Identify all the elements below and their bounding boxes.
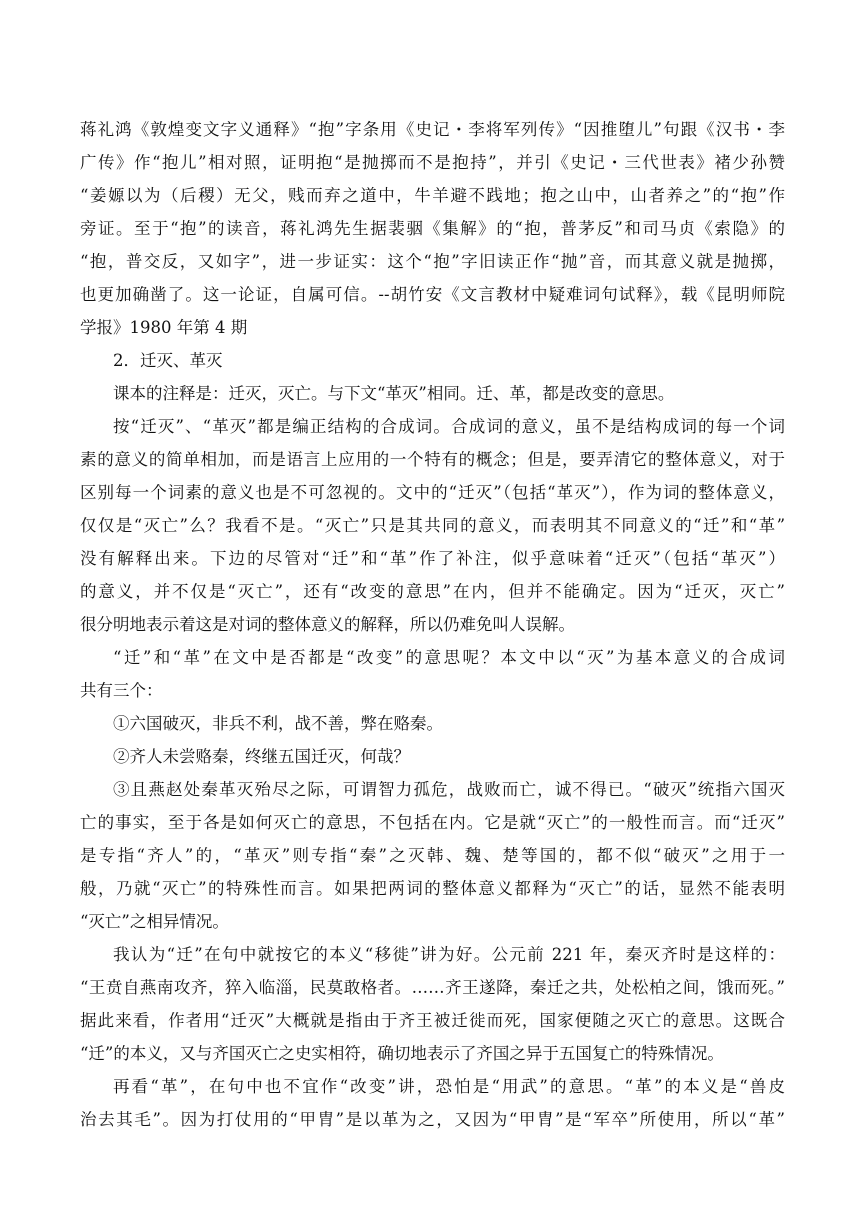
text-line: 治去其毛”。因为打仗用的“甲胄”是以革为之，又因为“甲胄”是“军卒”所使用，所以“革” bbox=[80, 1110, 785, 1129]
text-line: 没有解释出来。下边的尽管对“迁”和“革”作了补注，似乎意味着“迁灭”（包括“革灭”） bbox=[80, 549, 785, 568]
section-heading: 2．迁灭、革灭 bbox=[113, 351, 223, 370]
document-body bbox=[80, 113, 785, 1136]
text-line: 据此来看，作者用“迁灭”大概就是指由于齐王被迁徙而死，国家便随之灭亡的意思。这既合 bbox=[80, 1011, 785, 1030]
text-line: 课本的注释是：迁灭，灭亡。与下文“革灭”相同。迁、革，都是改变的意思。 bbox=[113, 384, 675, 403]
text-line: “王贲自燕南攻齐，猝入临淄，民莫敢格者。……齐王遂降，秦迁之共，处松柏之间，饿而死。” bbox=[80, 978, 785, 997]
text-line: “迁”和“革”在文中是否都是“改变”的意思呢？本文中以“灭”为基本意义的合成词 bbox=[113, 648, 785, 667]
text-line: 共有三个： bbox=[80, 681, 163, 700]
list-item: ①六国破灭，非兵不利，战不善，弊在赂秦。 bbox=[113, 714, 443, 733]
text-line: 我认为“迁”在句中就按它的本义“移徙”讲为好。公元前 221 年，秦灭齐时是这样的： bbox=[113, 945, 785, 964]
text-line: “灭亡”之相异情况。 bbox=[80, 912, 229, 931]
text-line: “姜嫄以为（后稷）无父，贱而弃之道中，牛羊避不践地；抱之山中，山者养之”的“抱”作 bbox=[80, 186, 785, 205]
text-line: 蒋礼鸿《敦煌变文字义通释》“抱”字条用《史记・李将军列传》“因推堕儿”句跟《汉书・李 bbox=[80, 120, 785, 139]
text-line: 亡的事实，至于各是如何灭亡的意思，不包括在内。它是就“灭亡”的一般性而言。而“迁灭” bbox=[80, 813, 785, 832]
text-line: 广传》作“抱儿”相对照，证明抱“是抛掷而不是抱持”，并引《史记・三代世表》褚少孙赞 bbox=[80, 153, 785, 172]
text-line: 学报》1980 年第 4 期 bbox=[80, 318, 248, 337]
text-line: 仅仅是“灭亡”么？我看不是。“灭亡”只是其共同的意义，而表明其不同意义的“迁”和“革” bbox=[80, 516, 785, 535]
text-line: 是专指“齐人”的，“革灭”则专指“秦”之灭韩、魏、楚等国的，都不似“破灭”之用于一 bbox=[80, 846, 785, 865]
text-line: 般，乃就“灭亡”的特殊性而言。如果把两词的整体意义都释为“灭亡”的话，显然不能表明 bbox=[80, 879, 785, 898]
text-line: 的意义，并不仅是“灭亡”，还有“改变的意思”在内，但并不能确定。因为“迁灭，灭亡” bbox=[80, 582, 785, 601]
text-line: 很分明地表示着这是对词的整体意义的解释，所以仍难免叫人误解。 bbox=[80, 615, 575, 634]
text-line: “抱，普交反，又如字”，进一步证实：这个“抱”字旧读正作“抛”音，而其意义就是抛掷， bbox=[80, 252, 785, 271]
text-line: 也更加确凿了。这一论证，自属可信。--胡竹安《文言教材中疑难词句试释》，载《昆明师院 bbox=[80, 285, 785, 304]
list-item: ②齐人未尝赂秦，终继五国迁灭，何哉？ bbox=[113, 747, 410, 766]
text-line: 再看“革”，在句中也不宜作“改变”讲，恐怕是“用武”的意思。“革”的本义是“兽皮 bbox=[113, 1077, 785, 1096]
text-line: “迁”的本义，又与齐国灭亡之史实相符，确切地表示了齐国之异于五国复亡的特殊情况。 bbox=[80, 1044, 724, 1063]
text-line: 旁证。至于“抱”的读音，蒋礼鸿先生据裴骃《集解》的“抱，普茅反”和司马贞《索隐》的 bbox=[80, 219, 785, 238]
list-item: ③且燕赵处秦革灭殆尽之际，可谓智力孤危，战败而亡，诚不得已。“破灭”统指六国灭 bbox=[113, 780, 785, 799]
text-line: 区别每一个词素的意义也是不可忽视的。文中的“迁灭”（包括“革灭”），作为词的整体意义， bbox=[80, 483, 785, 502]
text-line: 素的意义的简单相加，而是语言上应用的一个特有的概念；但是，要弄清它的整体意义，对于 bbox=[80, 450, 785, 469]
text-line: 按“迁灭”、“革灭”都是编正结构的合成词。合成词的意义，虽不是结构成词的每一个词 bbox=[113, 417, 785, 436]
